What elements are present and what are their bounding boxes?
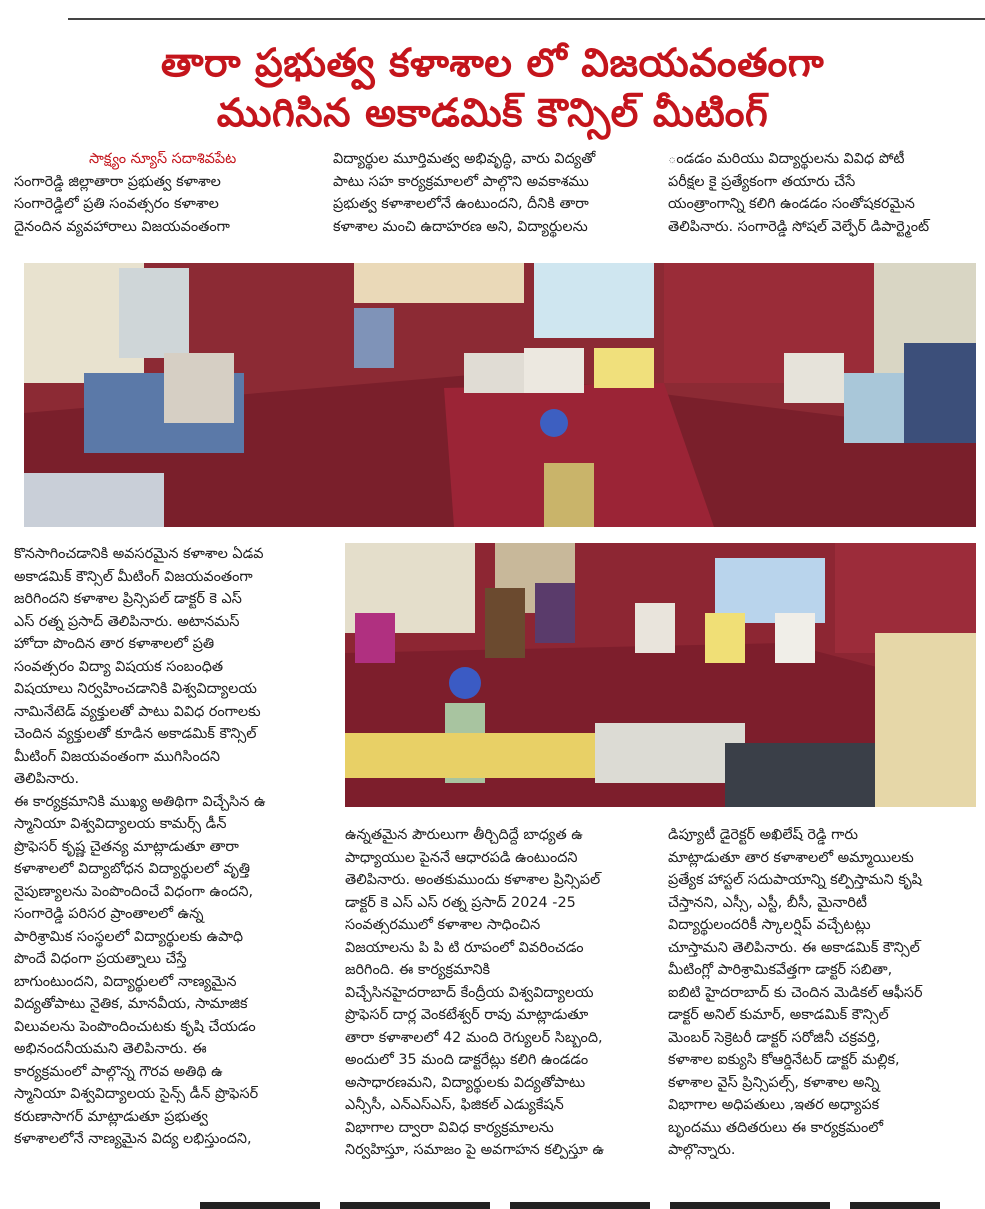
- text-line: తెలిపినారు. సంగారెడ్డి సోషల్ వెల్ఫేర్ డిపార్ట్మెంట్: [668, 218, 930, 235]
- text-line: విద్యతోపాటు నైతిక, మానవీయ, సామాజిక: [14, 996, 248, 1012]
- text-line: విభాగాల అధిపతులు ,ఇతర అధ్యాపక: [668, 1097, 880, 1113]
- text-line: విచ్చేసినహైదరాబాద్ కేంద్రీయ విశ్వవిద్యాలయ: [345, 984, 594, 1001]
- text-line: చేస్తానని, ఎస్సీ, ఎస్టీ, బీసీ, మైనారిటీ: [668, 894, 868, 911]
- text-line: విద్యార్థులందరికీ స్కాలర్షిప్ వచ్చేటట్లు: [668, 917, 871, 933]
- text-line: మీటింగ్లో పారిశ్రామికవేత్తగా డాక్టర్ సబితా,: [668, 962, 893, 978]
- text-line: పాల్గొన్నారు.: [668, 1142, 736, 1158]
- text-line: స్మానియా విశ్వవిద్యాలయ కామర్స్ డీన్: [14, 816, 227, 832]
- text-line: కళాశాల ఐక్యుసి కోఆర్డినేటర్ డాక్టర్ మల్లిక,: [668, 1052, 900, 1068]
- text-line: పాధ్యాయుల పైననే ఆధారపడి ఉంటుందని: [345, 849, 578, 866]
- text-line: విద్యార్థుల మూర్తిమత్వ అభివృద్ధి, వారు విద్యతో: [333, 151, 596, 167]
- text-line: డాక్టర్ అనిల్ కుమార్, అకాడమిక్ కౌన్సిల్: [668, 1007, 889, 1023]
- text-line: తెలిపినారు. అంతకుముందు కళాశాల ప్రిన్సిపల్: [345, 872, 601, 888]
- headline-line-1: తారా ప్రభుత్వ కళాశాల లో విజయవంతంగా: [160, 41, 825, 86]
- text-line: విలువలను పెంపొందించుటకు కృషి చేయడం: [14, 1018, 256, 1035]
- text-line: కరుణాసాగర్ మాట్లాడుతూ ప్రభుత్వ: [14, 1108, 208, 1125]
- meeting-photo-1: [24, 263, 976, 527]
- text-line: జరిగిందని కళాశాల ప్రిన్సిపల్ డాక్టర్ కె ఎస్: [14, 591, 242, 607]
- text-line: హోదా పొందిన తార కళాశాలలో ప్రతి: [14, 636, 215, 652]
- next-article-fragment: [0, 1190, 985, 1209]
- text-line: కళాశాల వైస్ ప్రిన్సిపల్స్, కళాశాల అన్ని: [668, 1074, 880, 1091]
- text-line: విషయాలు నిర్వహించడానికి విశ్వవిద్యాలయ: [14, 681, 257, 697]
- text-line: ప్రత్యేక హాస్టల్ సదుపాయాన్ని కల్పిస్తామని కృషి: [668, 872, 922, 888]
- text-line: కార్యక్రమంలో పాల్గొన్న గౌరవ అతిథి ఉ: [14, 1063, 223, 1080]
- text-line: ప్రొఫెసర్ దార్ల వెంకటేశ్వర్ రావు మాట్లాడుతూ: [345, 1007, 589, 1023]
- text-line: సంగారెడ్డిలో ప్రతి సంవత్సరం కళాశాల: [14, 196, 219, 212]
- text-line: నామినేటెడ్ వ్యక్తులతో పాటు వివిధ రంగాలకు: [14, 703, 261, 720]
- column-3-bottom: [668, 824, 980, 1162]
- text-line: నిర్వహిస్తూ, సమాజం పై అవగాహన కల్పిస్తూ ఉ: [345, 1142, 604, 1158]
- text-line: కొనసాగించడానికి అవసరమైన కళాశాల ఏడవ: [14, 546, 264, 562]
- meeting-photo-2: [345, 543, 976, 807]
- text-line: సంవత్సరం విద్యా విషయక సంబంధిత: [14, 658, 224, 675]
- text-line: డాక్టర్ కె ఎస్ ఎస్ రత్న ప్రసాద్ 2024 -25: [345, 894, 576, 911]
- text-line: ఐబిటి హైదరాబాద్ కు చెందిన మెడికల్ ఆఫీసర్: [668, 984, 923, 1001]
- text-line: పొందే విధంగా ప్రయత్నాలు చేస్తే: [14, 951, 187, 967]
- text-line: ఎన్సీసీ, ఎన్ఎస్ఎస్, ఫిజికల్ ఎడ్యుకేషన్: [345, 1097, 564, 1113]
- text-line: మాట్లాడుతూ తార కళాశాలలో అమ్మాయిలకు: [668, 849, 914, 866]
- text-line: ఎస్ రత్న ప్రసాద్ తెలిపినారు. అటానమస్: [14, 613, 240, 630]
- text-line: అసాధారణమని, విద్యార్థులకు విద్యతోపాటు: [345, 1074, 586, 1091]
- byline: సాక్ష్యం న్యూస్ సదాశివపేట: [89, 151, 237, 167]
- column-3-top: [668, 148, 978, 238]
- text-line: బాగుంటుందని, విద్యార్థులలో నాణ్యమైన: [14, 973, 237, 990]
- text-line: అందులో 35 మంది డాక్టరేట్లు కలిగి ఉండడం: [345, 1052, 589, 1068]
- text-line: యంత్రాంగాన్ని కలిగి ఉండడం సంతోషకరమైన: [668, 196, 915, 212]
- text-line: ఉన్నతమైన పౌరులుగా తీర్చిదిద్దే బాధ్యత ఉ: [345, 827, 583, 843]
- text-line: సంగారెడ్డి పరిసర ప్రాంతాలలో ఉన్న: [14, 906, 204, 922]
- text-line: బృందము తదితరులు ఈ కార్యక్రమంలో: [668, 1119, 884, 1136]
- meeting-photo-1-illustration: [24, 263, 976, 527]
- text-line: కళాశాలలో విద్యాబోధన విద్యార్థులలో వృత్తి: [14, 861, 250, 877]
- text-line: అకాడమిక్ కౌన్సిల్ మీటింగ్ విజయవంతంగా: [14, 568, 253, 585]
- column-2-top: [333, 148, 653, 238]
- text-line: నైపుణ్యాలను పెంపొందించే విధంగా ఉందని,: [14, 883, 254, 900]
- text-line: ండడం మరియు విద్యార్థులను వివిధ పోటీ: [668, 151, 905, 167]
- text-line: కళాశాలలోనే నాణ్యమైన విద్య లభిస్తుందని,: [14, 1131, 252, 1147]
- column-1-top: [14, 148, 324, 238]
- text-line: మెంబర్ సెక్రెటరీ డాక్టర్ సరోజినీ చక్రవర్తి,: [668, 1029, 881, 1046]
- text-line: కళాశాల మంచి ఉదాహరణ అని, విద్యార్థులను: [333, 218, 588, 235]
- text-line: ప్రొఫెసర్ కృష్ణ చైతన్య మాట్లాడుతూ తారా: [14, 838, 239, 855]
- text-line: ప్రభుత్వ కళాశాలలోనే ఉంటుందని, దీనికి తారా: [333, 196, 589, 212]
- text-line: తెలిపినారు.: [14, 771, 80, 787]
- column-2-bottom: [345, 824, 655, 1162]
- text-line: దైనందిన వ్యవహారాలు విజయవంతంగా: [14, 218, 230, 235]
- text-line: చూస్తామని తెలిపినారు. ఈ అకాడమిక్ కౌన్సిల్: [668, 939, 920, 956]
- top-rule: [68, 18, 985, 20]
- text-line: సంగారెడ్డి జిల్లాతారా ప్రభుత్వ కళాశాల: [14, 173, 221, 190]
- column-1-mid: [14, 543, 332, 1151]
- text-line: జరిగింది. ఈ కార్యక్రమానికి: [345, 962, 491, 978]
- headline-line-2: ముగిసిన అకాడమిక్ కౌన్సిల్ మీటింగ్: [216, 91, 769, 136]
- text-line: డిప్యూటీ డైరెక్టర్ అఖిలేష్ రెడ్డి గారు: [668, 827, 858, 843]
- text-line: పారిశ్రామిక సంస్థలలో విద్యార్థులకు ఉపాధి: [14, 928, 244, 945]
- text-line: సంవత్సరములో కళాశాల సాధించిన: [345, 917, 541, 933]
- text-line: ఈ కార్యక్రమానికి ముఖ్య అతిథిగా విచ్చేసిన ఉ: [14, 793, 266, 810]
- text-line: మీటింగ్ విజయవంతంగా ముగిసిందని: [14, 748, 220, 765]
- text-line: అభినందనీయమని తెలిపినారు. ఈ: [14, 1041, 207, 1057]
- meeting-photo-2-illustration: [345, 543, 976, 807]
- text-line: పాటు సహ కార్యక్రమాలలో పాల్గొని అవకాశము: [333, 173, 589, 190]
- text-line: పరీక్షల కై ప్రత్యేకంగా తయారు చేసే: [668, 173, 856, 190]
- text-line: విజయాలను పి పి టి రూపంలో వివరించడం: [345, 939, 584, 956]
- text-line: చెందిన వ్యక్తులతో కూడిన అకాడమిక్ కౌన్సిల్: [14, 726, 257, 742]
- text-line: తారా కళాశాలలో 42 మంది రెగ్యులర్ సిబ్బంది,: [345, 1029, 603, 1046]
- text-line: విభాగాల ద్వారా వివిధ కార్యక్రమాలను: [345, 1119, 554, 1136]
- cut-off-headline-fragment: [0, 1190, 985, 1209]
- text-line: స్మానియా విశ్వవిద్యాలయ సైన్స్ డీన్ ప్రొఫెసర్: [14, 1086, 259, 1102]
